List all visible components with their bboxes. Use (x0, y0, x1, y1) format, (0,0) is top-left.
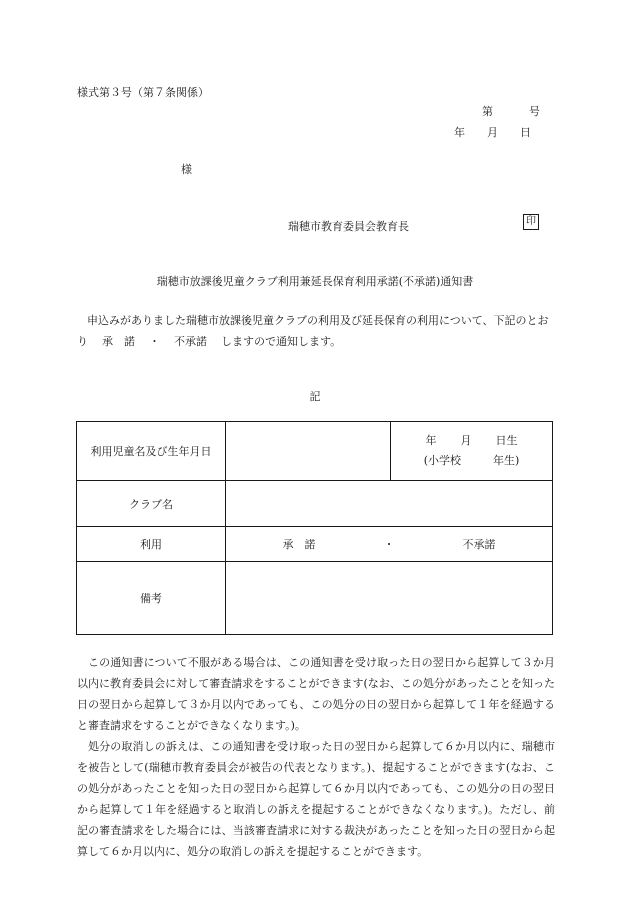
child-name-dob-label: 利用児童名及び生年月日 (77, 422, 226, 481)
remarks-cell (226, 562, 553, 635)
document-date (454, 124, 531, 140)
table-row (77, 422, 553, 481)
notes-section (77, 652, 555, 862)
document-number (482, 103, 540, 119)
seal-mark: 印 (523, 214, 539, 230)
use-choice-cell (226, 527, 553, 562)
appeal-notice-paragraph: この通知書について不服がある場合は、この通知書を受け取った日の翌日から起算して３か月以内に教育委員会に対して審査請求をすることができます(なお、この処分があったことを知った日の翌日から起算して３か月以内であっても、この処分の日の翌日から起算して１年を経過すると審査請求をすることができなくなります。)。 (77, 656, 555, 732)
use-separator: ・ (383, 538, 395, 551)
intro-separator: ・ (149, 335, 160, 348)
intro-approve: 承 諾 (102, 335, 135, 348)
use-disapprove: 不承諾 (462, 538, 496, 551)
school-label: (小学校 (423, 454, 461, 467)
date-year: 年 (454, 126, 465, 139)
date-day: 日 (520, 126, 531, 139)
child-name-cell (226, 422, 391, 481)
dob-year: 年 (425, 434, 437, 447)
use-approve: 承 諾 (282, 538, 316, 551)
table-row (77, 562, 553, 635)
table-row (77, 527, 553, 562)
use-label: 利用 (77, 527, 226, 562)
doc-number-suffix: 号 (529, 105, 540, 118)
intro-text-after: しますので通知します。 (221, 335, 342, 348)
remarks-label: 備考 (77, 562, 226, 635)
record-table (76, 421, 553, 635)
document-title: 瑞穂市放課後児童クラブ利用兼延長保育利用承諾(不承諾)通知書 (156, 275, 474, 288)
doc-number-prefix: 第 (482, 105, 493, 118)
lawsuit-notice-paragraph: 処分の取消しの訴えは、この通知書を受け取った日の翌日から起算して６か月以内に、瑞穂市を被告として(瑞穂市教育委員会が被告の代表となります。)、提起することができます(なお、この処分があったことを知った日の翌日から起算して６か月以内であっても、この処分の日の翌日から起算して１年を経過すると取消しの訴えを提起することができなくなります。)。ただし、前記の審査請求をした場合には、当該審査請求に対する裁決があったことを知った日の翌日から起算して６か月以内に、処分の取消しの訴えを提起することができます。 (77, 740, 555, 858)
form-number: 様式第３号（第７条関係） (77, 86, 209, 99)
club-name-label: クラブ名 (77, 481, 226, 527)
table-row (77, 481, 553, 527)
date-month: 月 (487, 126, 498, 139)
addressee-honorific: 様 (181, 163, 192, 176)
intro-disapprove: 不承諾 (174, 335, 207, 348)
issuer-name: 瑞穂市教育委員会教育長 (288, 220, 409, 233)
dob-day: 日生 (495, 434, 518, 447)
club-name-cell (226, 481, 553, 527)
grade-label: 年生) (493, 454, 520, 467)
ki-heading: 記 (309, 390, 321, 403)
intro-paragraph (77, 310, 555, 352)
intro-text-before: 申込みがありました瑞穂市放課後児童クラブの利用及び延長保育の利用について、下記のとおり (77, 314, 549, 348)
birthdate-cell (391, 422, 553, 481)
dob-month: 月 (460, 434, 472, 447)
